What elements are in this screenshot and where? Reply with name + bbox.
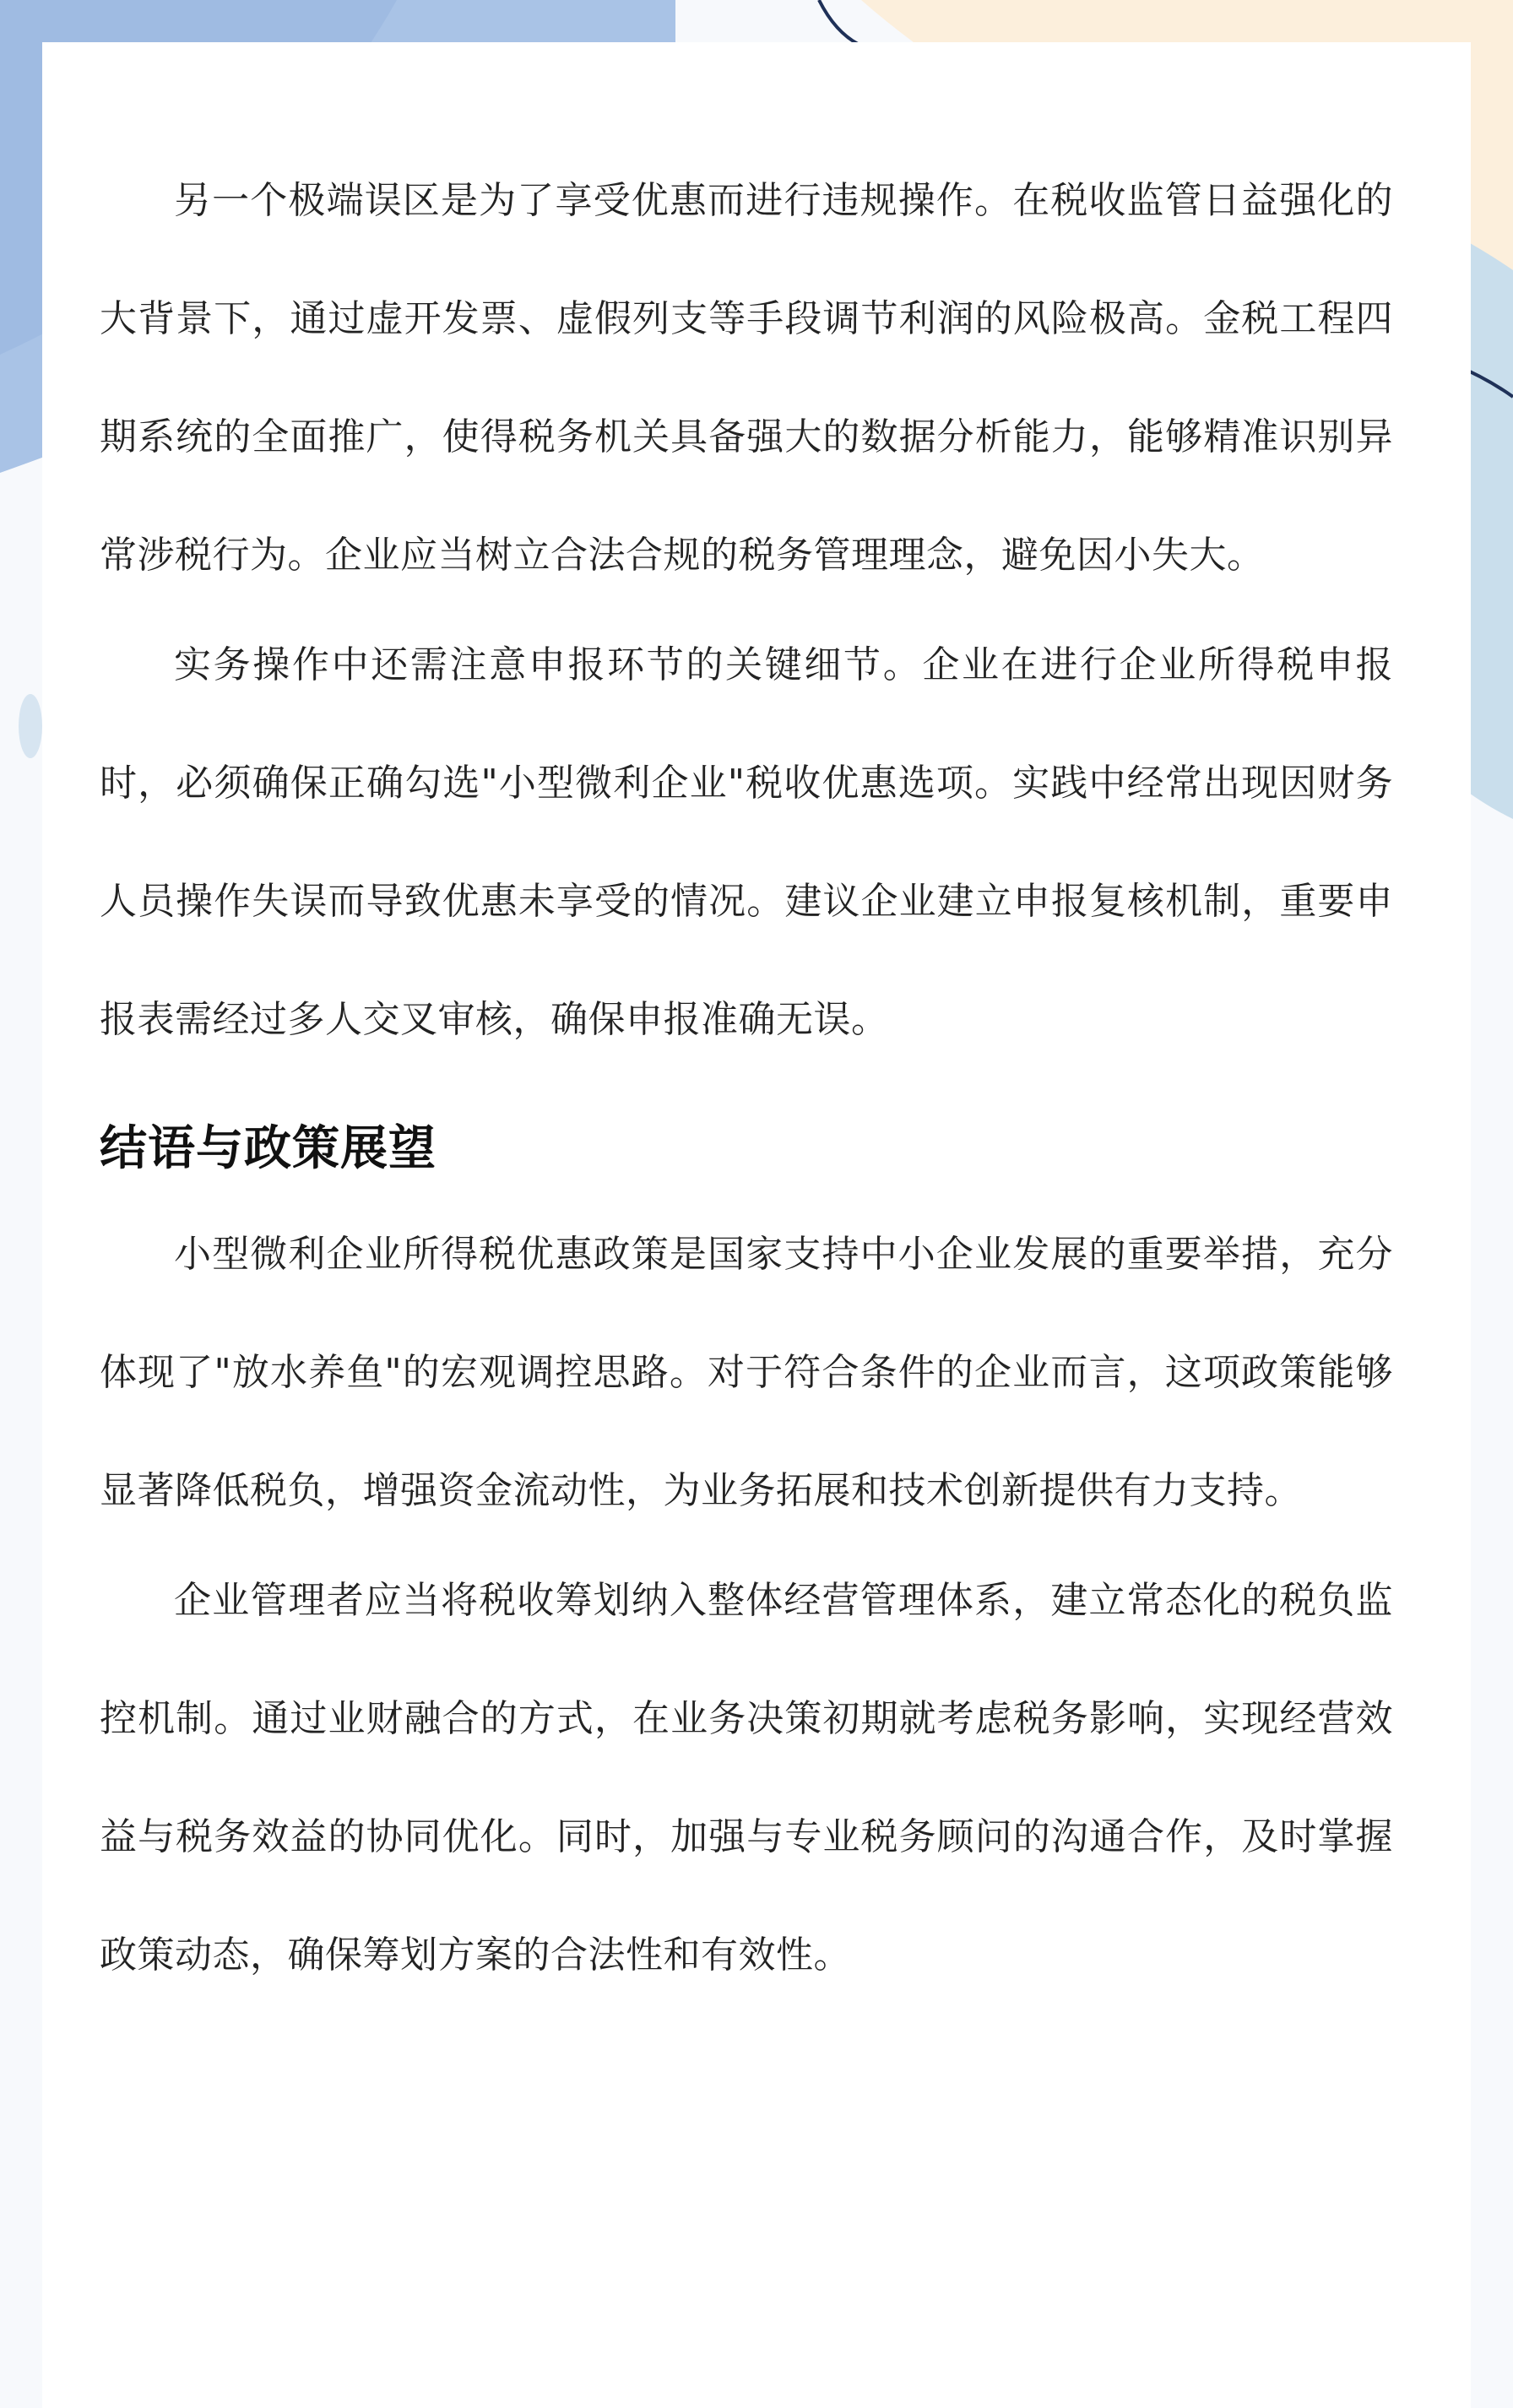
article-card (42, 42, 1471, 2408)
paragraph-extreme-mistake: 另一个极端误区是为了享受优惠而进行违规操作。在税收监管日益强化的大背景下，通过虚开发票、虚假列支等手段调节利润的风险极高。金税工程四期系统的全面推广，使得税务机关具备强大的数据分析能力，能够精准识别异常涉税行为。企业应当树立合法合规的税务管理理念，避免因小失大。 (100, 179, 1393, 577)
article-content (100, 142, 1393, 2015)
section-heading: 结语与政策展望 (100, 1121, 437, 1176)
paragraph-management-advice: 企业管理者应当将税收筹划纳入整体经营管理体系，建立常态化的税负监控机制。通过业财融合的方式，在业务决策初期就考虑税务影响，实现经营效益与税务效益的协同优化。同时，加强与专业税务顾问的沟通合作，及时掌握政策动态，确保筹划方案的合法性和有效性。 (100, 1579, 1393, 1977)
paragraph-filing-details: 实务操作中还需注意申报环节的关键细节。企业在进行企业所得税申报时，必须确保正确勾选"小型微利企业"税收优惠选项。实践中经常出现因财务人员操作失误而导致优惠未享受的情况。建议企业建立申报复核机制，重要申报表需经过多人交叉审核，确保申报准确无误。 (100, 643, 1393, 1041)
paragraph-policy-summary: 小型微利企业所得税优惠政策是国家支持中小企业发展的重要举措，充分体现了"放水养鱼"的宏观调控思路。对于符合条件的企业而言，这项政策能够显著降低税负，增强资金流动性，为业务拓展和技术创新提供有力支持。 (100, 1233, 1393, 1512)
